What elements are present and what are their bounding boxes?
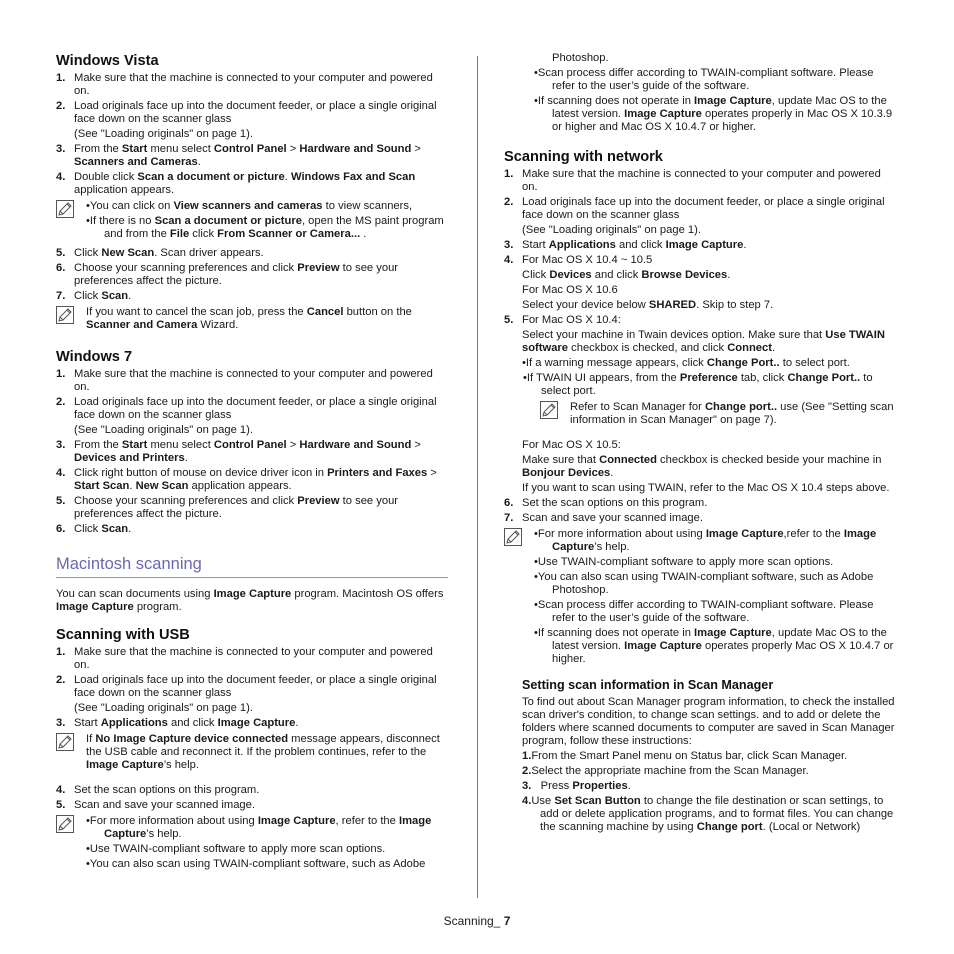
note-pencil-icon [540,401,558,419]
note [56,815,448,873]
note-text: Refer to Scan Manager for Change port.. use (See "Setting scan information in Scan Manager" on page 7). [570,401,894,426]
step-detail: For Mac OS X 10.5: [522,439,621,451]
bullet-item: •If TWAIN UI appears, from the Preference tab, click Change Port.. to select port. [523,372,873,397]
note-pencil-icon [504,528,522,546]
step-detail: If you want to scan using TWAIN, refer to the Mac OS X 10.4 steps above. [522,482,890,494]
note-pencil-icon [56,733,74,751]
bullet-item: •Scan process differ according to TWAIN-compliant software. Please refer to the user’s guide of the software. [534,67,874,92]
page-footer [0,914,954,928]
note [56,733,448,774]
step: 4. Set the scan options on this program. [56,784,260,796]
note [56,306,448,334]
step: 2.Select the appropriate machine from the Scan Manager. [522,765,809,777]
intro-paragraph: You can scan documents using Image Capture program. Macintosh OS offers Image Capture program. [56,588,444,613]
bullet-item: •If scanning does not operate in Image Capture, update Mac OS to the latest version. Image Capture operates properly in Mac OS X 10.3.9 or higher and Mac OS X 10.4.7 or higher. [534,95,893,133]
step: 4. Click right button of mouse on device driver icon in Printers and Faxes > Start Scan. New Scan application appears. [56,467,437,492]
note-pencil-icon [56,815,74,833]
note-bullet: •Use TWAIN-compliant software to apply more scan options. [534,556,834,568]
step-detail: Make sure that Connected checkbox is checked beside your machine in Bonjour Devices. [522,454,882,479]
note-bullet: •You can also scan using TWAIN-compliant software, such as Adobe [86,858,426,870]
step-detail: Select your device below SHARED. Skip to step 7. [522,299,774,311]
step-reference: (See "Loading originals" on page 1). [74,128,253,140]
step: 1. Make sure that the machine is connected to your computer and powered on. [56,72,433,97]
step: 6. Choose your scanning preferences and click Preview to see your preferences affect the picture. [56,262,399,287]
step: 2. Load originals face up into the document feeder, or place a single original face down on the scanner glass [504,196,885,221]
note [504,528,899,668]
step: 3. Press Properties. [522,780,631,792]
note-bullet: •If there is no Scan a document or picture, open the MS paint program and from the File click From Scanner or Camera... . [86,215,444,240]
step: 3. Start Applications and click Image Capture. [504,239,747,251]
step: 6. Click Scan. [56,523,132,535]
note-bullet: •You can also scan using TWAIN-compliant software, such as Adobe Photoshop. [534,571,874,596]
step: 4. Double click Scan a document or picture. Windows Fax and Scan application appears. [56,171,416,196]
step-reference: (See "Loading originals" on page 1). [74,702,253,714]
step: 1. Make sure that the machine is connected to your computer and powered on. [504,168,881,193]
step: 4.Use Set Scan Button to change the file destination or scan settings, to add or delete application programs, and to format files. You can change the scanning machine by using Change port. (Local or Network) [522,795,894,833]
note-pencil-icon [56,200,74,218]
note-bullet: •Use TWAIN-compliant software to apply more scan options. [86,843,386,855]
step: 3. Start Applications and click Image Capture. [56,717,299,729]
note-bullet: •Scan process differ according to TWAIN-compliant software. Please refer to the user’s guide of the software. [534,599,874,624]
left-column [56,52,448,877]
page-number: 7 [503,914,511,928]
step-detail: Select your machine in Twain devices option. Make sure that Use TWAIN software checkbox is checked, and click Connect. [522,329,885,354]
note-bullet: •For more information about using Image Capture,refer to the Image Capture’s help. [534,528,877,553]
step-detail: Click Devices and click Browse Devices. [522,269,731,281]
footer-label: Scanning_ [443,914,501,928]
step: 5. Click New Scan. Scan driver appears. [56,247,264,259]
step-reference: (See "Loading originals" on page 1). [74,424,253,436]
step: 3. From the Start menu select Control Panel > Hardware and Sound > Devices and Printers. [56,439,421,464]
step-reference: (See "Loading originals" on page 1). [522,224,701,236]
step: 2. Load originals face up into the document feeder, or place a single original face down on the scanner glass [56,396,437,421]
step: 6. Set the scan options on this program. [504,497,708,509]
note-bullet: •If scanning does not operate in Image Capture, update Mac OS to the latest version. Image Capture operates properly Mac OS X 10.4.7 or higher. [534,627,894,665]
step: 2. Load originals face up into the document feeder, or place a single original face down on the scanner glass [56,100,437,125]
step: 1.From the Smart Panel menu on Status bar, click Scan Manager. [522,750,848,762]
step: 4. For Mac OS X 10.4 ~ 10.5 [504,254,653,266]
step: 7. Click Scan. [56,290,132,302]
section-title-windows-7: Windows 7 [56,349,133,365]
step: 2. Load originals face up into the document feeder, or place a single original face down on the scanner glass [56,674,437,699]
right-column [504,52,899,836]
note-text: If you want to cancel the scan job, press the Cancel button on the Scanner and Camera Wizard. [86,306,412,331]
intro-paragraph: To find out about Scan Manager program information, to check the installed scan driver's condition, to change scan settings. and to add or delete the folders where scanned documents to computer are saved in Scan Manager program, follow these instructions: [522,696,895,747]
column-divider [477,56,478,898]
step: 1. Make sure that the machine is connected to your computer and powered on. [56,646,433,671]
step: 5. Scan and save your scanned image. [56,799,255,811]
note-text: If No Image Capture device connected message appears, disconnect the USB cable and reconnect it. If the problem continues, refer to the Image Capture’s help. [86,733,440,771]
note-bullet: •You can click on View scanners and cameras to view scanners, [86,200,413,212]
note [56,200,448,243]
step-detail: For Mac OS X 10.6 [522,284,618,296]
step: 7. Scan and save your scanned image. [504,512,703,524]
section-title-scanning-usb: Scanning with USB [56,627,190,643]
step: 5. Choose your scanning preferences and click Preview to see your preferences affect the picture. [56,495,399,520]
step: 5. For Mac OS X 10.4: [504,314,621,326]
section-title-windows-vista: Windows Vista [56,53,159,69]
note-bullet: •For more information about using Image Capture, refer to the Image Capture’s help. [86,815,432,840]
section-title-scanning-network: Scanning with network [504,149,663,165]
step: 1. Make sure that the machine is connected to your computer and powered on. [56,368,433,393]
section-title-scan-manager: Setting scan information in Scan Manager [522,678,774,692]
step: 3. From the Start menu select Control Panel > Hardware and Sound > Scanners and Cameras. [56,143,421,168]
note [504,401,899,429]
note-pencil-icon [56,306,74,324]
bullet-item: •If a warning message appears, click Change Port.. to select port. [522,357,850,369]
continued-text: Photoshop. [552,52,609,64]
section-title-macintosh-scanning: Macintosh scanning [56,554,448,578]
